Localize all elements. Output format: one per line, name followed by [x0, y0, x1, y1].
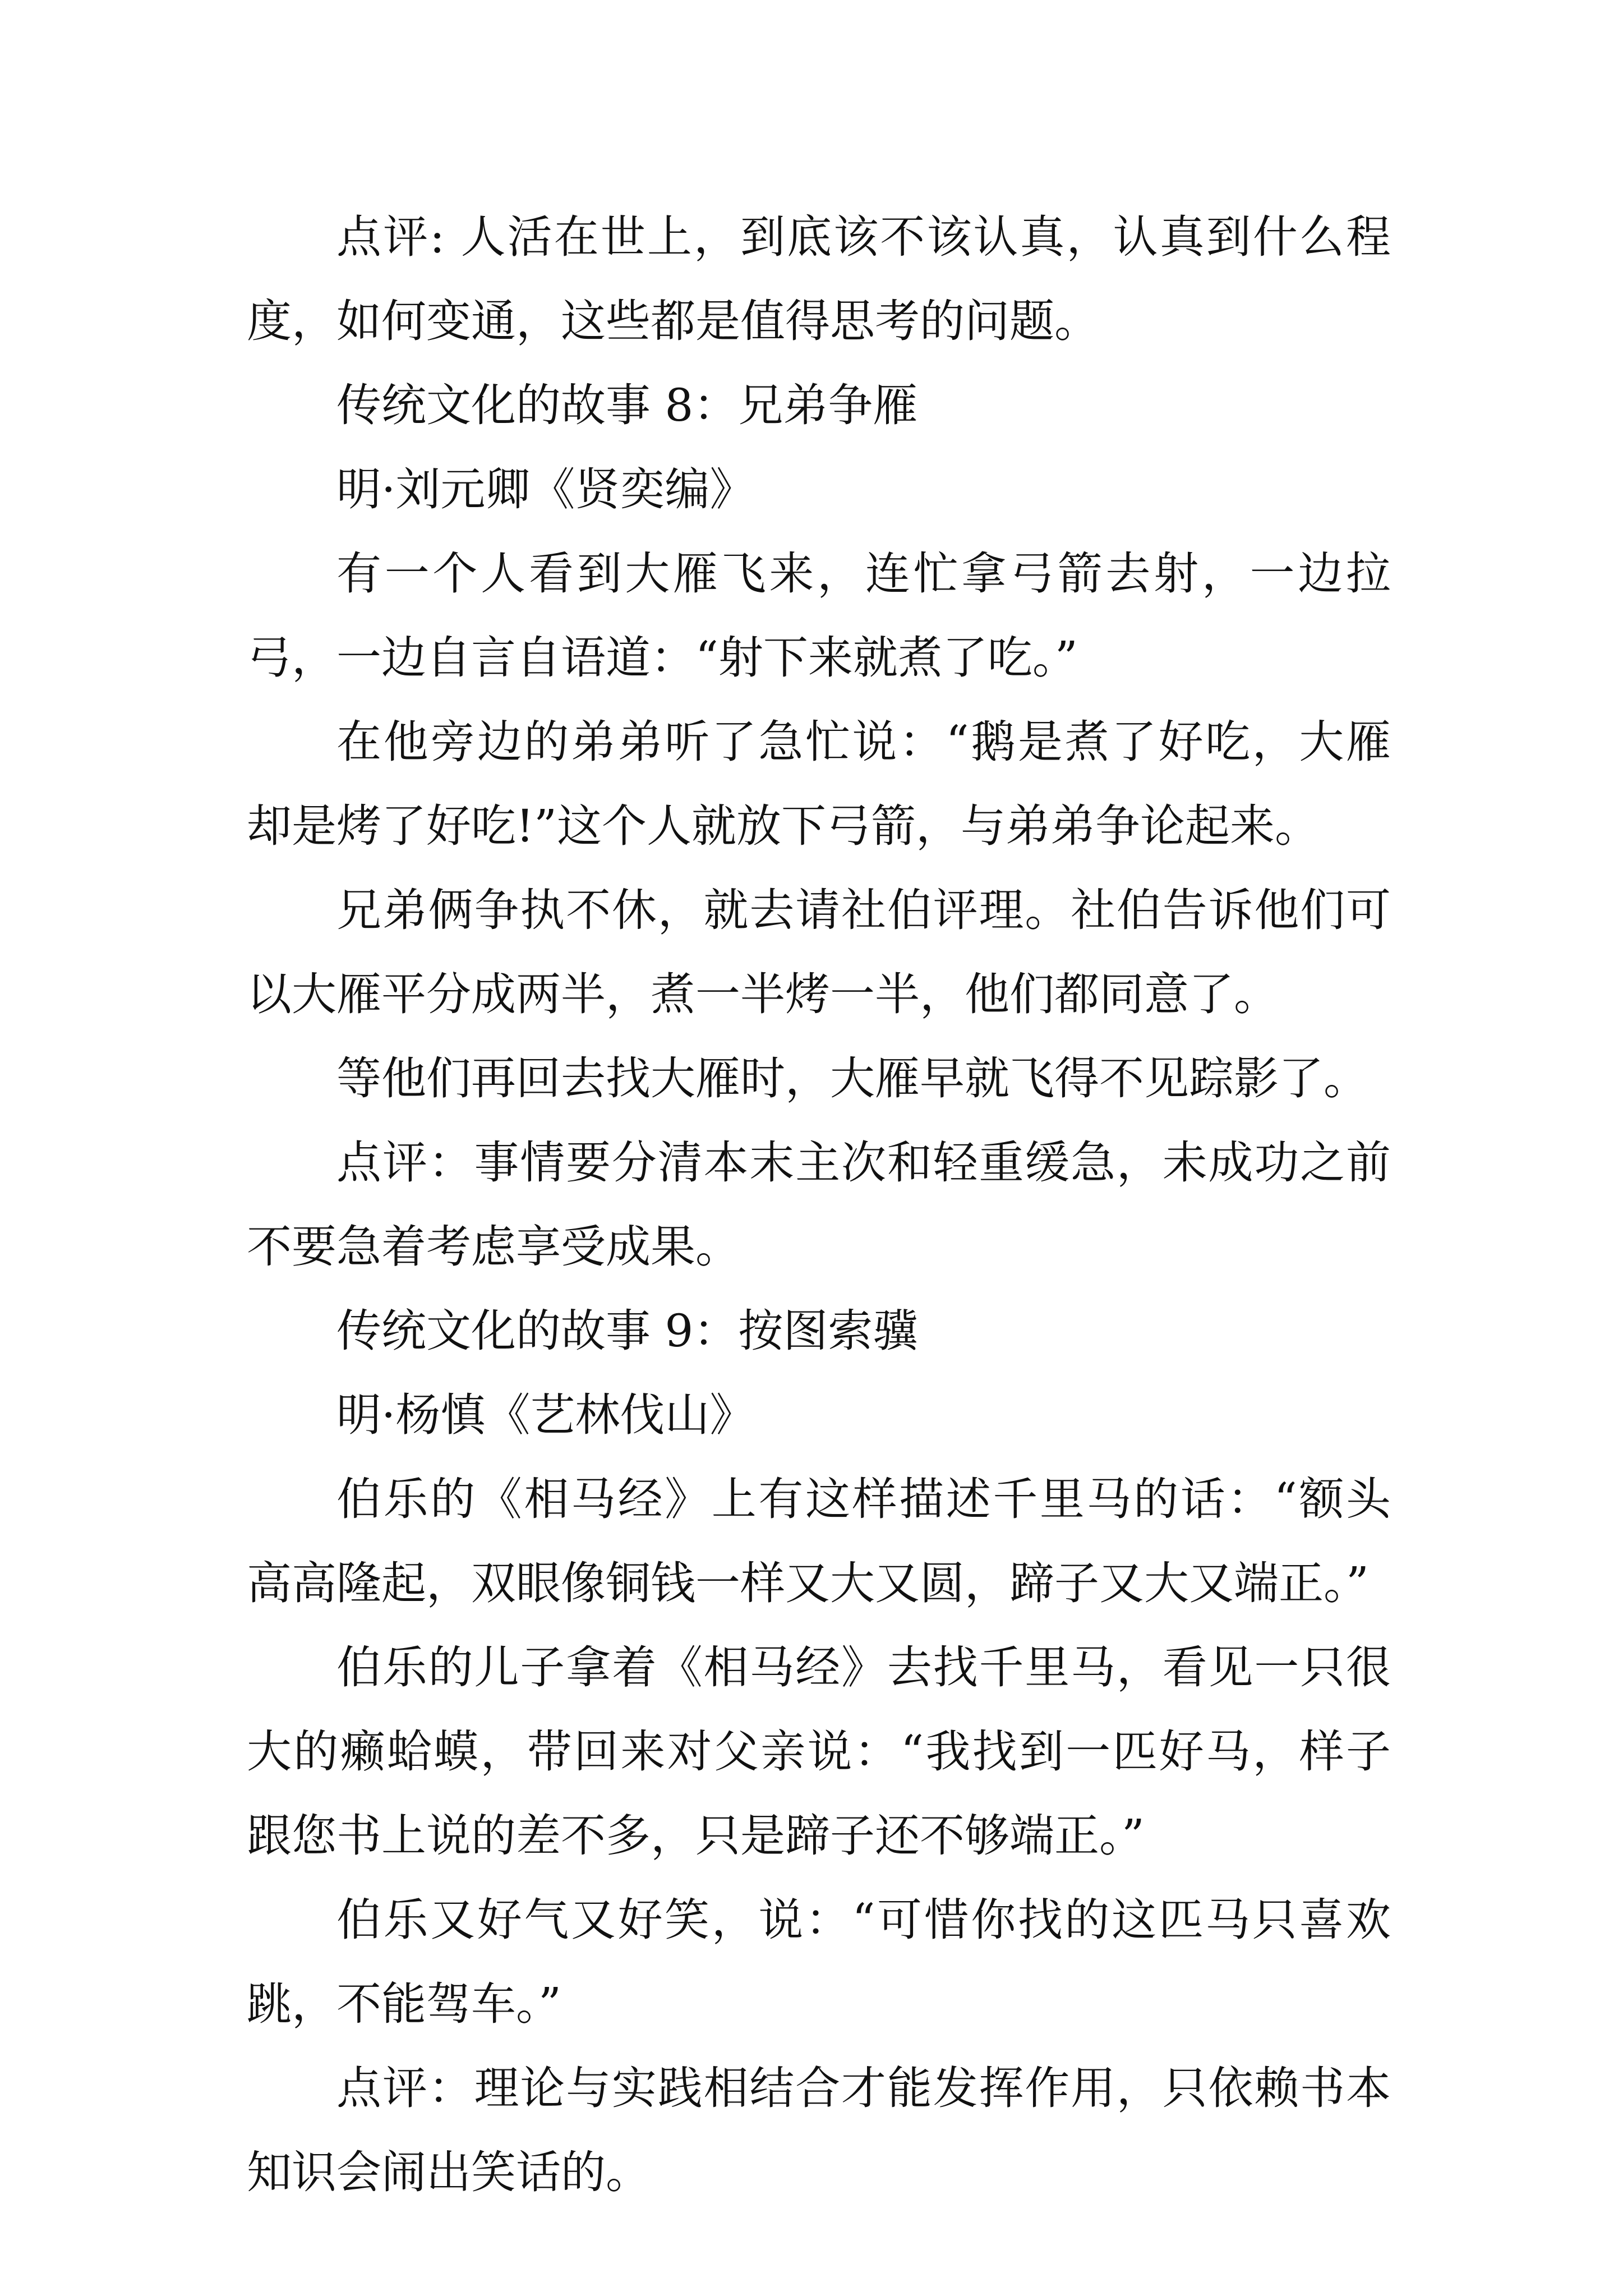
story-8-comment: 点评：事情要分清本末主次和轻重缓急，未成功之前不要急着考虑享受成果。	[247, 1137, 1391, 1273]
story-9-paragraph-2: 伯乐的儿子拿着《相马经》去找千里马，看见一只很大的癞蛤蟆，带回来对父亲说：“我找到一匹好马，样子跟您书上说的差不多，只是蹄子还不够端正。”	[247, 1641, 1391, 1862]
story-9-comment: 点评：理论与实践相结合才能发挥作用，只依赖书本知识会闹出笑话的。	[247, 2062, 1391, 2198]
story-8-paragraph-4: 等他们再回去找大雁时，大雁早就飞得不见踪影了。	[336, 1052, 1368, 1105]
story-8-paragraph-2: 在他旁边的弟弟听了急忙说：“鹅是煮了好吃，大雁却是烤了好吃!”这个人就放下弓箭，与弟弟争论起来。	[247, 716, 1391, 852]
story-8-paragraph-3: 兄弟俩争执不休，就去请社伯评理。社伯告诉他们可以大雁平分成两半，煮一半烤一半，他们都同意了。	[247, 884, 1391, 1020]
story-9-source: 明·杨慎《艺林伐山》	[336, 1389, 755, 1441]
document-body	[247, 195, 1391, 2215]
story-9-paragraph-3: 伯乐又好气又好笑，说：“可惜你找的这匹马只喜欢跳，不能驾车。”	[247, 1894, 1391, 2030]
story-9-paragraph-1: 伯乐的《相马经》上有这样描述千里马的话：“额头高高隆起，双眼像铜钱一样又大又圆，蹄子又大又端正。”	[247, 1473, 1391, 1609]
story-9-title: 传统文化的故事 9：按图索骥	[336, 1305, 918, 1357]
paragraph-comment-1: 点评: 人活在世上，到底该不该认真，认真到什么程度，如何变通，这些都是值得思考的问题。	[247, 211, 1391, 347]
story-8-source: 明·刘元卿《贤奕编》	[336, 463, 755, 516]
story-8-title: 传统文化的故事 8：兄弟争雁	[336, 379, 918, 431]
story-8-paragraph-1: 有一个人看到大雁飞来，连忙拿弓箭去射，一边拉弓，一边自言自语道：“射下来就煮了吃。”	[247, 547, 1391, 684]
